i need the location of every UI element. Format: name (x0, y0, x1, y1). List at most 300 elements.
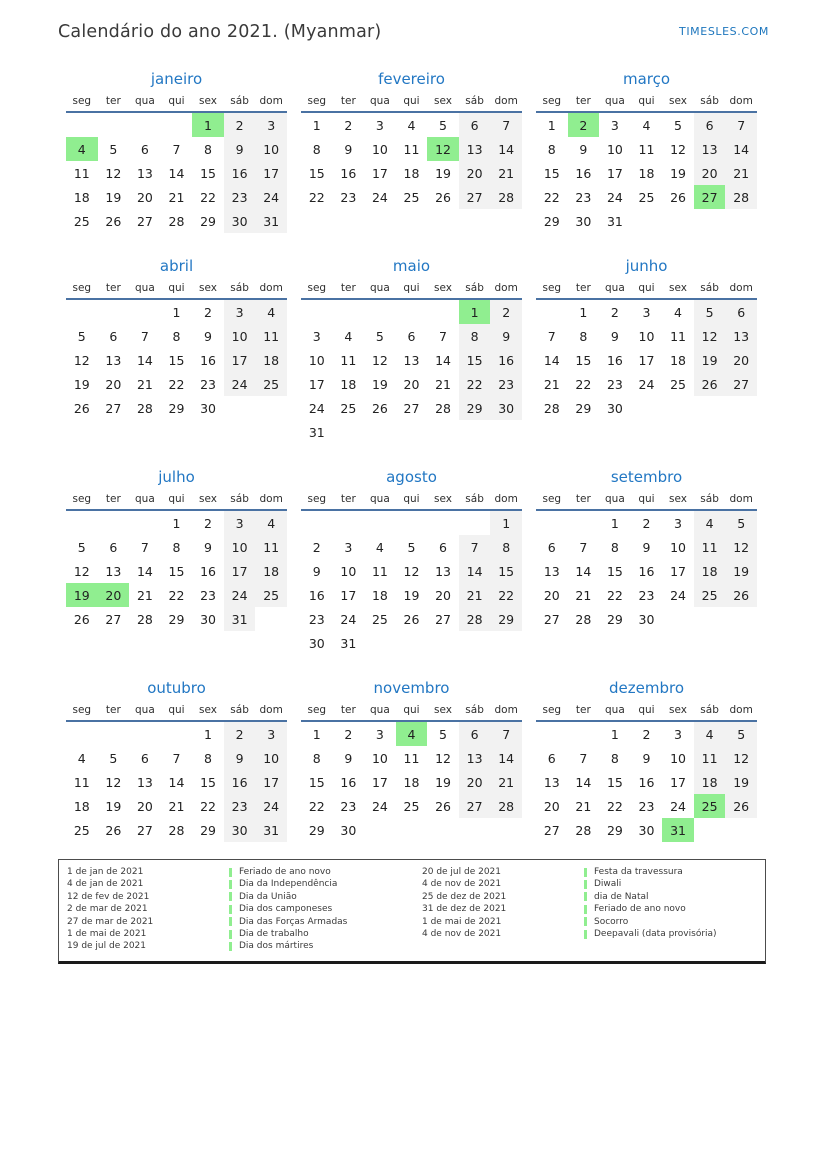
day-cell: 7 (490, 112, 522, 137)
month-title: julho (158, 468, 195, 486)
day-cell: 22 (308, 189, 325, 205)
day-cell: 27 (136, 213, 153, 229)
day-cell: 10 (670, 750, 686, 766)
day-cell: 29 (459, 396, 491, 420)
day-cell: 13 (459, 137, 491, 161)
day-cell: 6 (547, 539, 556, 555)
weekday-header: sex (192, 493, 224, 510)
holiday-marker-icon (584, 880, 587, 889)
day-cell: 30 (606, 400, 623, 416)
weekday-header: qui (161, 493, 193, 510)
weekday-header: sáb (459, 95, 491, 112)
day-cell: 14 (136, 352, 153, 368)
day-cell: 9 (490, 324, 522, 348)
day-cell: 5 (109, 141, 118, 157)
day-cell: 15 (200, 774, 216, 790)
day-cell: 7 (439, 328, 447, 344)
day-cell: 20 (459, 770, 491, 794)
empty-cell (396, 299, 428, 324)
day-cell: 8 (172, 539, 181, 555)
weekday-header: ter (333, 493, 365, 510)
day-cell: 17 (606, 165, 623, 181)
day-cell: 29 (543, 213, 560, 229)
day-cell: 19 (670, 165, 686, 181)
day-cell: 15 (606, 563, 623, 579)
weekday-header: seg (66, 704, 98, 721)
legend-holiday-name: Dia da União (239, 891, 297, 902)
holiday-day-cell: 4 (396, 721, 428, 746)
weekday-header: ter (98, 95, 130, 112)
day-cell: 17 (224, 348, 256, 372)
holiday-marker-icon (584, 868, 587, 877)
day-cell: 2 (642, 726, 651, 742)
day-cell: 5 (439, 117, 447, 133)
legend-row (422, 878, 757, 890)
day-cell: 18 (638, 165, 655, 181)
day-cell: 9 (224, 137, 256, 161)
holiday-day-cell: 31 (662, 818, 694, 842)
empty-cell (129, 112, 161, 137)
empty-cell (161, 112, 193, 137)
day-cell: 26 (73, 611, 90, 627)
day-cell: 13 (136, 774, 153, 790)
day-cell: 7 (725, 112, 757, 137)
day-cell: 25 (255, 372, 287, 396)
weekday-header: qua (364, 95, 396, 112)
holiday-marker-icon (229, 942, 232, 951)
day-cell: 20 (459, 161, 491, 185)
weekday-header: qui (631, 493, 663, 510)
day-cell: 5 (77, 328, 86, 344)
weekday-header: ter (333, 95, 365, 112)
month-title: agosto (386, 468, 437, 486)
day-cell: 23 (224, 185, 256, 209)
day-cell: 9 (610, 328, 619, 344)
months-grid (66, 70, 827, 842)
legend-row (422, 866, 757, 878)
day-cell: 2 (610, 304, 619, 320)
day-cell: 16 (638, 563, 655, 579)
day-cell: 13 (105, 563, 122, 579)
weekday-header: qui (396, 282, 428, 299)
day-cell: 16 (490, 348, 522, 372)
day-cell: 30 (575, 213, 592, 229)
day-cell: 15 (168, 563, 185, 579)
holiday-marker-icon (229, 917, 232, 926)
empty-cell (631, 396, 663, 420)
day-cell: 12 (105, 165, 122, 181)
legend-date: 1 de mai de 2021 (67, 929, 147, 940)
weekday-header: sex (192, 704, 224, 721)
day-cell: 2 (344, 726, 353, 742)
empty-cell (396, 631, 428, 655)
weekday-header: dom (725, 95, 757, 112)
day-cell: 3 (312, 328, 321, 344)
day-cell: 29 (168, 611, 185, 627)
weekday-header: sex (427, 704, 459, 721)
day-cell: 18 (403, 774, 420, 790)
legend-date: 2 de mar de 2021 (67, 904, 148, 915)
day-cell: 28 (136, 400, 153, 416)
day-cell: 28 (575, 822, 592, 838)
day-cell: 13 (543, 774, 560, 790)
empty-cell (536, 299, 568, 324)
day-cell: 23 (606, 376, 623, 392)
day-cell: 25 (694, 583, 726, 607)
day-cell: 22 (200, 189, 216, 205)
day-cell: 16 (224, 770, 256, 794)
day-cell: 20 (435, 587, 451, 603)
day-cell: 18 (694, 770, 726, 794)
holiday-day-cell: 19 (66, 583, 98, 607)
day-cell: 4 (255, 510, 287, 535)
weekday-header: sex (427, 493, 459, 510)
day-cell: 30 (224, 818, 256, 842)
calendar-table (536, 704, 757, 842)
day-cell: 22 (308, 798, 325, 814)
day-cell: 28 (490, 185, 522, 209)
empty-cell (459, 510, 491, 535)
legend-date: 25 de dez de 2021 (422, 891, 507, 902)
day-cell: 11 (638, 141, 655, 157)
day-cell: 8 (459, 324, 491, 348)
day-cell: 27 (459, 185, 491, 209)
day-cell: 6 (459, 112, 491, 137)
empty-cell (490, 420, 522, 444)
day-cell: 26 (435, 189, 451, 205)
weekday-header: sex (662, 95, 694, 112)
weekday-header: qua (599, 704, 631, 721)
empty-cell (66, 510, 98, 535)
day-cell: 2 (224, 112, 256, 137)
day-cell: 1 (547, 117, 556, 133)
day-cell: 20 (725, 348, 757, 372)
day-cell: 31 (308, 424, 325, 440)
day-cell: 5 (694, 299, 726, 324)
day-cell: 21 (459, 583, 491, 607)
day-cell: 27 (136, 822, 153, 838)
weekday-header: dom (725, 282, 757, 299)
day-cell: 7 (579, 539, 588, 555)
empty-cell (396, 420, 428, 444)
day-cell: 12 (694, 324, 726, 348)
day-cell: 4 (255, 299, 287, 324)
weekday-header: dom (725, 704, 757, 721)
empty-cell (129, 299, 161, 324)
month-junho (536, 257, 757, 444)
day-cell: 9 (224, 746, 256, 770)
empty-cell (301, 510, 333, 535)
day-cell: 11 (403, 750, 420, 766)
day-cell: 23 (340, 798, 357, 814)
weekday-header: qui (161, 95, 193, 112)
empty-cell (255, 396, 287, 420)
day-cell: 1 (579, 304, 588, 320)
empty-cell (427, 420, 459, 444)
empty-cell (427, 510, 459, 535)
legend-holiday-name: Deepavali (data provisória) (594, 929, 717, 940)
day-cell: 6 (694, 112, 726, 137)
day-cell: 21 (136, 587, 153, 603)
holiday-day-cell: 12 (427, 137, 459, 161)
day-cell: 4 (694, 510, 726, 535)
day-cell: 4 (642, 117, 651, 133)
day-cell: 17 (255, 770, 287, 794)
day-cell: 18 (670, 352, 686, 368)
day-cell: 11 (73, 774, 90, 790)
day-cell: 15 (575, 352, 592, 368)
day-cell: 3 (255, 112, 287, 137)
day-cell: 10 (224, 324, 256, 348)
holiday-marker-icon (584, 905, 587, 914)
weekday-header: dom (255, 493, 287, 510)
day-cell: 7 (579, 750, 588, 766)
day-cell: 6 (439, 539, 447, 555)
weekday-header: seg (536, 95, 568, 112)
day-cell: 13 (543, 563, 560, 579)
day-cell: 29 (200, 213, 216, 229)
empty-cell (694, 396, 726, 420)
holiday-marker-icon (229, 892, 232, 901)
day-cell: 10 (371, 750, 388, 766)
day-cell: 20 (136, 189, 153, 205)
empty-cell (98, 112, 130, 137)
day-cell: 30 (200, 611, 216, 627)
weekday-header: sex (662, 282, 694, 299)
day-cell: 2 (224, 721, 256, 746)
day-cell: 12 (670, 141, 686, 157)
legend-date: 19 de jul de 2021 (67, 941, 147, 952)
empty-cell (333, 510, 365, 535)
day-cell: 1 (312, 726, 321, 742)
day-cell: 14 (168, 774, 185, 790)
calendar-table (66, 493, 287, 631)
legend-left-column (67, 866, 422, 953)
day-cell: 15 (606, 774, 623, 790)
day-cell: 30 (490, 396, 522, 420)
day-cell: 8 (610, 539, 619, 555)
day-cell: 23 (490, 372, 522, 396)
legend-holiday-name: Feriado de ano novo (239, 867, 331, 877)
day-cell: 28 (459, 607, 491, 631)
weekday-header: sáb (694, 493, 726, 510)
weekday-header: seg (536, 493, 568, 510)
day-cell: 3 (375, 726, 384, 742)
weekday-header: qua (599, 493, 631, 510)
day-cell: 19 (403, 587, 420, 603)
empty-cell (66, 112, 98, 137)
empty-cell (459, 818, 491, 842)
legend-row (67, 866, 422, 878)
holiday-marker-icon (229, 880, 232, 889)
day-cell: 11 (694, 746, 726, 770)
day-cell: 19 (725, 559, 757, 583)
day-cell: 16 (200, 563, 216, 579)
day-cell: 21 (543, 376, 560, 392)
weekday-header: qui (396, 704, 428, 721)
day-cell: 6 (140, 141, 149, 157)
day-cell: 3 (224, 299, 256, 324)
day-cell: 30 (200, 400, 216, 416)
weekday-header: qua (364, 282, 396, 299)
month-title: dezembro (609, 679, 684, 697)
day-cell: 27 (105, 611, 122, 627)
empty-cell (662, 396, 694, 420)
day-cell: 8 (204, 750, 212, 766)
day-cell: 13 (136, 165, 153, 181)
holiday-day-cell: 25 (694, 794, 726, 818)
day-cell: 2 (312, 539, 321, 555)
day-cell: 9 (312, 563, 321, 579)
day-cell: 12 (371, 352, 388, 368)
day-cell: 15 (459, 348, 491, 372)
day-cell: 28 (543, 400, 560, 416)
day-cell: 28 (136, 611, 153, 627)
weekday-header: dom (490, 493, 522, 510)
day-cell: 10 (638, 328, 655, 344)
empty-cell (161, 721, 193, 746)
day-cell: 24 (670, 798, 686, 814)
day-cell: 27 (435, 611, 451, 627)
day-cell: 12 (73, 563, 90, 579)
day-cell: 11 (371, 563, 388, 579)
day-cell: 20 (694, 161, 726, 185)
day-cell: 27 (459, 794, 491, 818)
day-cell: 22 (168, 376, 185, 392)
day-cell: 24 (606, 189, 623, 205)
weekday-header: sex (427, 282, 459, 299)
page-header (58, 22, 769, 42)
weekday-header: sáb (224, 95, 256, 112)
day-cell: 10 (340, 563, 357, 579)
weekday-header: qui (631, 704, 663, 721)
empty-cell (694, 209, 726, 233)
day-cell: 24 (371, 798, 388, 814)
day-cell: 21 (490, 770, 522, 794)
legend-holiday-name: Festa da travessura (594, 867, 683, 877)
day-cell: 5 (109, 750, 118, 766)
calendar-table (301, 95, 522, 209)
empty-cell (224, 396, 256, 420)
day-cell: 3 (642, 304, 651, 320)
empty-cell (662, 607, 694, 631)
legend-holiday-name: Dia dos mártires (239, 941, 314, 952)
empty-cell (568, 510, 600, 535)
day-cell: 12 (73, 352, 90, 368)
month-title: fevereiro (378, 70, 445, 88)
day-cell: 29 (200, 822, 216, 838)
legend-row (67, 903, 422, 915)
month-fevereiro (301, 70, 522, 233)
weekday-header: dom (255, 282, 287, 299)
day-cell: 25 (403, 798, 420, 814)
weekday-header: sex (192, 282, 224, 299)
empty-cell (66, 721, 98, 746)
day-cell: 25 (403, 189, 420, 205)
day-cell: 22 (543, 189, 560, 205)
day-cell: 24 (255, 794, 287, 818)
holiday-marker-icon (229, 905, 232, 914)
day-cell: 25 (255, 583, 287, 607)
weekday-header: qui (396, 493, 428, 510)
day-cell: 14 (435, 352, 451, 368)
day-cell: 10 (371, 141, 388, 157)
day-cell: 26 (435, 798, 451, 814)
holiday-day-cell: 2 (568, 112, 600, 137)
empty-cell (129, 721, 161, 746)
weekday-header: seg (301, 704, 333, 721)
day-cell: 30 (308, 635, 325, 651)
day-cell: 25 (638, 189, 655, 205)
weekday-header: sáb (459, 704, 491, 721)
day-cell: 13 (105, 352, 122, 368)
day-cell: 16 (340, 774, 357, 790)
day-cell: 9 (344, 750, 353, 766)
day-cell: 1 (610, 726, 619, 742)
weekday-header: sex (662, 493, 694, 510)
day-cell: 5 (439, 726, 447, 742)
day-cell: 4 (344, 328, 353, 344)
day-cell: 15 (308, 165, 325, 181)
day-cell: 2 (344, 117, 353, 133)
weekday-header: ter (98, 704, 130, 721)
day-cell: 1 (490, 510, 522, 535)
weekday-header: seg (536, 282, 568, 299)
weekday-header: sáb (459, 493, 491, 510)
weekday-header: qua (364, 704, 396, 721)
weekday-header: dom (490, 282, 522, 299)
empty-cell (98, 299, 130, 324)
day-cell: 3 (255, 721, 287, 746)
empty-cell (490, 818, 522, 842)
day-cell: 17 (224, 559, 256, 583)
empty-cell (98, 721, 130, 746)
day-cell: 18 (255, 348, 287, 372)
day-cell: 5 (725, 510, 757, 535)
day-cell: 22 (459, 372, 491, 396)
legend-holiday-name: Dia de trabalho (239, 929, 309, 940)
day-cell: 21 (168, 189, 185, 205)
site-link[interactable]: TIMESLES.COM (679, 25, 769, 38)
day-cell: 1 (204, 726, 212, 742)
weekday-header: sáb (694, 95, 726, 112)
day-cell: 2 (490, 299, 522, 324)
day-cell: 18 (694, 559, 726, 583)
day-cell: 26 (694, 372, 726, 396)
day-cell: 17 (670, 563, 686, 579)
day-cell: 17 (371, 774, 388, 790)
day-cell: 1 (312, 117, 321, 133)
month-maio (301, 257, 522, 444)
day-cell: 27 (403, 400, 420, 416)
day-cell: 6 (140, 750, 149, 766)
day-cell: 21 (725, 161, 757, 185)
day-cell: 26 (371, 400, 388, 416)
day-cell: 29 (168, 400, 185, 416)
calendar-table (536, 493, 757, 631)
day-cell: 6 (459, 721, 491, 746)
legend-row (422, 928, 757, 940)
day-cell: 17 (670, 774, 686, 790)
legend-holiday-name: Dia das Forças Armadas (239, 916, 348, 927)
legend-row (67, 916, 422, 928)
day-cell: 22 (606, 798, 623, 814)
empty-cell (255, 607, 287, 631)
day-cell: 4 (694, 721, 726, 746)
day-cell: 11 (403, 141, 420, 157)
empty-cell (364, 818, 396, 842)
empty-cell (396, 818, 428, 842)
